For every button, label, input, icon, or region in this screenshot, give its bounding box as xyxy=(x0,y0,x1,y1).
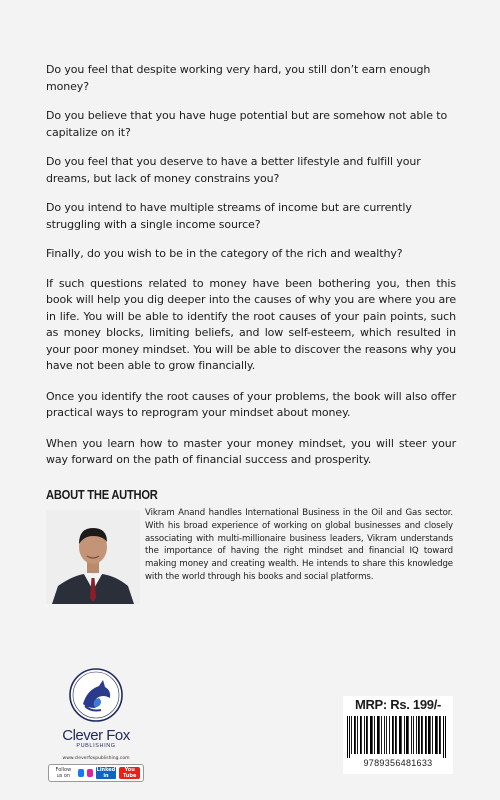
author-photo xyxy=(46,510,140,604)
facebook-icon[interactable] xyxy=(78,769,84,777)
paragraph-3: When you learn how to master your money mindset, you will steer your way forward on the path of financial success and prosperity. xyxy=(46,436,456,466)
publisher-url[interactable]: www.cleverfoxpublishing.com xyxy=(62,756,130,761)
publisher-name: Clever Fox xyxy=(62,727,130,744)
youtube-icon[interactable]: You Tube xyxy=(119,767,140,779)
clever-fox-logo-icon xyxy=(48,668,144,726)
paragraph-2: Once you identify the root causes of your problems, the book will also offer practical ways to reprogram your mindset about money. xyxy=(46,389,456,419)
instagram-icon[interactable] xyxy=(87,769,93,777)
publisher-block xyxy=(48,668,144,782)
question-1: Do you feel that despite working very hard, you still don’t earn enough money? xyxy=(46,63,431,93)
question-4: Do you intend to have multiple streams of income but are currently struggling with a single income source? xyxy=(46,201,412,231)
isbn-number: 9789356481633 xyxy=(363,758,433,768)
paragraph-1: If such questions related to money have been bothering you, then this book will help you dig deeper into the causes of why you are where you are in life. You will be able to identify the root causes of your pain points, such as money blocks, limiting beliefs, and low self-esteem, which resulted in your poor money mindset. You will be able to discover the reasons why you have not been able to grow financially. xyxy=(46,276,456,372)
author-bio: Vikram Anand handles International Business in the Oil and Gas sector. With his broad experience of working on global businesses and closely associating with multi-millionaire business leaders, Vikram understands the importance of having the right mindset and financial IQ toward making money and creating wealth. He intends to share this knowledge with the world through his books and social platforms. xyxy=(145,508,453,582)
publisher-subtitle: PUBLISHING xyxy=(76,743,116,749)
social-follow-bar xyxy=(48,764,144,782)
question-3: Do you feel that you deserve to have a better lifestyle and fulfill your dreams, but lack of money constrains you? xyxy=(46,155,421,185)
price-barcode-block xyxy=(343,696,453,774)
mrp-price: MRP: Rs. 199/- xyxy=(354,697,442,712)
question-5: Finally, do you wish to be in the category of the rich and wealthy? xyxy=(46,247,403,260)
linkedin-icon[interactable]: Linked in xyxy=(96,767,116,779)
back-cover-text xyxy=(46,62,456,483)
about-author-heading: ABOUT THE AUTHOR xyxy=(46,487,158,502)
question-2: Do you believe that you have huge potential but are somehow not able to capitalize on it? xyxy=(46,109,448,139)
follow-label: Follow us on xyxy=(55,767,72,779)
isbn-barcode xyxy=(345,716,451,758)
